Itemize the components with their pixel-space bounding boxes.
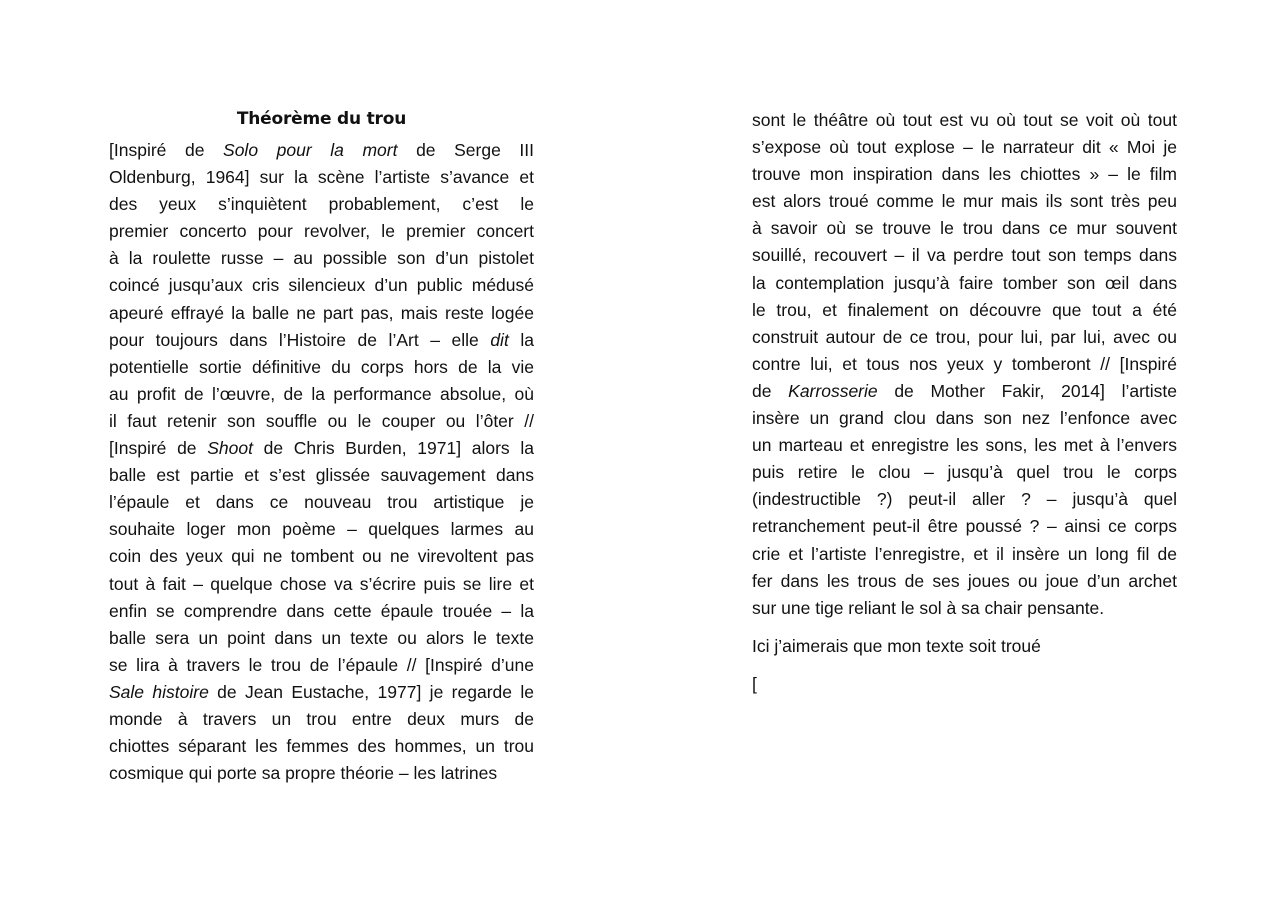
text-segment: à savoir où se trouve le trou dans ce mur souvent xyxy=(752,218,1177,239)
text-segment: sont le théâtre où tout est vu où tout se voit où tout xyxy=(752,110,1177,130)
text-line xyxy=(752,595,1177,622)
text-segment: (indestructible ?) peut-il aller ? – jusqu’à quel xyxy=(752,489,1177,510)
text-line xyxy=(109,625,534,652)
text-segment: est alors troué comme le mur mais ils sont très peu xyxy=(752,191,1177,212)
text-segment: potentielle sortie définitive du corps hors de la vie xyxy=(109,356,534,377)
text-line xyxy=(752,297,1177,324)
text-line xyxy=(752,161,1177,188)
text-line xyxy=(109,272,534,299)
text-segment: [Inspiré de xyxy=(109,438,208,459)
text-segment: crie et l’artiste l’enregistre, et il insère un long fil de xyxy=(752,543,1177,564)
text-segment: puis retire le clou – jusqu’à quel trou le corps xyxy=(752,462,1177,483)
text-segment: à la roulette russe – au possible son d’un pistolet xyxy=(109,248,534,269)
text-line xyxy=(109,733,534,760)
text-segment: pour toujours dans l’Histoire de l’Art – elle xyxy=(109,329,491,350)
text-line xyxy=(752,405,1177,432)
text-line xyxy=(752,270,1177,297)
text-line xyxy=(752,513,1177,540)
text-segment: s’expose où tout explose – le narrateur dit « Moi je xyxy=(752,137,1177,158)
right-column xyxy=(752,107,1177,698)
text-segment: insère un grand clou dans son nez l’enfonce avec xyxy=(752,408,1177,429)
text-segment: de Serge III xyxy=(397,140,534,160)
text-segment: souillé, recouvert – il va perdre tout son temps dans xyxy=(752,245,1177,266)
text-segment: coin des yeux qui ne tombent ou ne virevoltent pas xyxy=(109,546,534,567)
left-column xyxy=(109,106,534,787)
text-line xyxy=(109,760,534,787)
text-segment: le trou, et finalement on découvre que tout a été xyxy=(752,299,1177,320)
text-segment: chiottes séparant les femmes des hommes, un trou xyxy=(109,736,534,757)
text-segment: monde à travers un trou entre deux murs de xyxy=(109,708,534,729)
text-segment: de xyxy=(752,380,789,401)
closing-line: Ici j’aimerais que mon texte soit troué xyxy=(752,635,1041,656)
text-segment: la contemplation jusqu’à faire tomber son œil dans xyxy=(752,272,1177,293)
text-segment: de Jean Eustache, 1977] je regarde le xyxy=(208,681,534,702)
text-line xyxy=(752,486,1177,513)
text-segment: sur une tige reliant le sol à sa chair pensante. xyxy=(752,597,1105,618)
open-bracket: [ xyxy=(752,673,757,694)
text-line xyxy=(752,541,1177,568)
text-segment: au profit de l’œuvre, de la performance absolue, où xyxy=(109,383,534,404)
text-line xyxy=(109,543,534,570)
text-segment: de Mother Fakir, 2014] l’artiste xyxy=(877,380,1178,401)
text-line xyxy=(109,679,534,706)
text-line xyxy=(109,354,534,381)
text-segment: retranchement peut-il être poussé ? – ainsi ce corps xyxy=(752,516,1177,537)
text-segment: fer dans les trous de ses joues ou joue d’un archet xyxy=(752,570,1177,591)
text-line xyxy=(109,489,534,516)
text-segment: il faut retenir son souffle ou le couper ou l’ôter // xyxy=(109,410,534,431)
text-segment: [Inspiré de xyxy=(109,140,224,160)
text-line xyxy=(109,191,534,218)
text-segment: Oldenburg, 1964] sur la scène l’artiste s’avance et xyxy=(109,167,534,188)
italic-title: Shoot xyxy=(207,438,253,459)
text-segment: coincé jusqu’aux cris silencieux d’un public médusé xyxy=(109,275,534,296)
left-paragraph xyxy=(109,137,534,787)
text-segment: cosmique qui porte sa propre théorie – les latrines xyxy=(109,763,498,784)
text-line xyxy=(752,134,1177,161)
italic-title: Solo pour la mort xyxy=(223,140,398,160)
poem-title: Théorème du trou xyxy=(236,109,407,129)
text-line xyxy=(752,242,1177,269)
text-line xyxy=(109,462,534,489)
text-segment: premier concerto pour revolver, le premier concert xyxy=(109,221,534,242)
text-segment: des yeux s’inquiètent probablement, c’est le xyxy=(109,194,534,215)
text-line xyxy=(109,381,534,408)
text-line xyxy=(109,245,534,272)
italic-title: Karrosserie xyxy=(788,380,878,401)
text-line xyxy=(752,215,1177,242)
text-line xyxy=(752,324,1177,351)
text-line xyxy=(752,459,1177,486)
text-segment: la xyxy=(508,329,534,350)
text-line xyxy=(109,327,534,354)
text-segment: balle est partie et s’est glissée sauvagement dans xyxy=(109,465,534,486)
text-segment: contre lui, et tous nos yeux y tomberont // [Inspiré xyxy=(752,353,1177,374)
text-line xyxy=(752,378,1177,405)
text-line xyxy=(752,568,1177,595)
text-line xyxy=(109,652,534,679)
text-segment: se lira à travers le trou de l’épaule // [Inspiré d’une xyxy=(109,654,534,675)
text-segment: apeuré effrayé la balle ne part pas, mais reste logée xyxy=(109,302,534,323)
text-segment: trouve mon inspiration dans les chiottes » – le film xyxy=(752,164,1177,185)
text-segment: construit autour de ce trou, pour lui, par lui, avec ou xyxy=(752,326,1177,347)
text-line xyxy=(752,188,1177,215)
italic-title: dit xyxy=(490,329,509,350)
text-line xyxy=(752,432,1177,459)
text-line xyxy=(109,408,534,435)
text-line xyxy=(109,598,534,625)
text-line xyxy=(109,435,534,462)
right-paragraph xyxy=(752,107,1177,622)
text-line xyxy=(109,137,534,164)
text-line xyxy=(109,516,534,543)
italic-title: Sale histoire xyxy=(109,681,209,702)
text-line xyxy=(752,107,1177,134)
text-segment: tout à fait – quelque chose va s’écrire puis se lire et xyxy=(109,573,534,594)
text-segment: de Chris Burden, 1971] alors la xyxy=(252,438,534,459)
text-segment: souhaite loger mon poème – quelques larmes au xyxy=(109,519,534,540)
text-segment: un marteau et enregistre les sons, les met à l’envers xyxy=(752,435,1177,456)
text-segment: balle sera un point dans un texte ou alors le texte xyxy=(109,627,534,648)
text-line xyxy=(109,218,534,245)
text-segment: enfin se comprendre dans cette épaule trouée – la xyxy=(109,600,534,621)
text-segment: l’épaule et dans ce nouveau trou artistique je xyxy=(109,492,534,513)
text-line xyxy=(109,300,534,327)
text-line xyxy=(109,571,534,598)
text-line xyxy=(752,351,1177,378)
text-line xyxy=(109,164,534,191)
text-line xyxy=(109,706,534,733)
